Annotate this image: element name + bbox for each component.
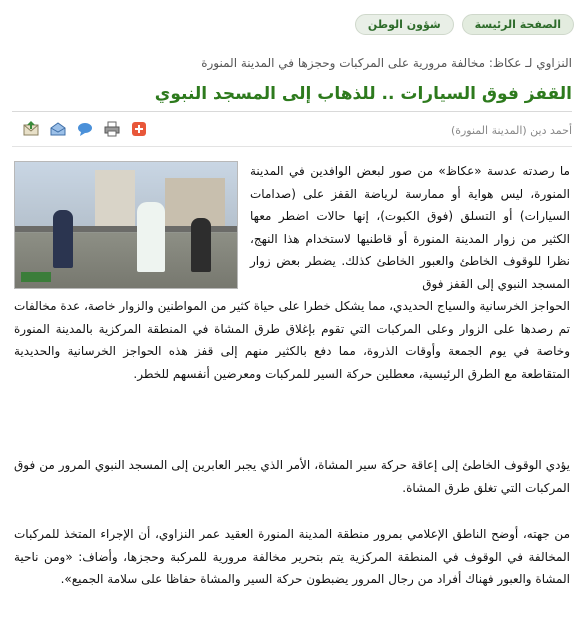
print-icon[interactable]	[103, 120, 121, 138]
article-title: القفز فوق السيارات .. للذهاب إلى المسجد النبوي	[154, 84, 572, 104]
breadcrumb-section-link[interactable]: شؤون الوطن	[355, 14, 454, 35]
article-photo	[14, 161, 238, 289]
okaz-logo	[21, 272, 51, 282]
article-toolbar	[22, 120, 148, 138]
breadcrumb-home-link[interactable]: الصفحة الرئيسة	[462, 14, 574, 35]
breadcrumb	[355, 14, 574, 35]
email-icon[interactable]	[49, 120, 67, 138]
comment-icon[interactable]	[76, 120, 94, 138]
divider	[12, 111, 572, 112]
article-subtitle: النزاوي لـ عكاظ: مخالفة مرورية على المركبات وحجزها في المدينة المنورة	[201, 56, 572, 70]
article-byline: أحمد دين (المدينة المنورة)	[450, 124, 572, 137]
article-paragraph: ما رصدته عدسة «عكاظ» من صور لبعض الوافدين في المدينة المنورة، ليس هواية أو ممارسة لرياضة القفز على (صدامات السيارات) أو التسلق (فوق الكبوت)، إنها حالات اضطر معها الكثير من زوار المدينة المنورة أو قاطنيها لاستخدام هذا النهج، نظرا للوقوف الخاطئ والعبور الخاطئ كذلك. يضطر بعض زوار المسجد النبوي إلى القفز فوق	[250, 164, 570, 291]
divider	[12, 146, 572, 147]
article-paragraph: الحواجز الخرسانية والسياج الحديدي، مما يشكل خطرا على حياة كثير من المواطنين والزوار خاصة، عدة مخالفات تم رصدها على الزوار وعلى المركبات التي تقوم بإغلاق طرق المشاة في المنطقة المركزية بالمدينة المنورة وخاصة في يوم الجمعة وأوقات الذروة، مما دفع بالكثير منهم إلى قفز هذه الحواجز الخرسانية والحديدية المتقاطعة مع الطرق الرئيسية، معطلين حركة السير للمركبات ومعرضين أنفسهم للخطر.	[14, 299, 570, 381]
add-icon[interactable]	[130, 120, 148, 138]
article-paragraph: يؤدي الوقوف الخاطئ إلى إعاقة حركة سير المشاة، الأمر الذي يجبر العابرين إلى المسجد النبوي المرور من فوق المركبات التي تغلق طرق المشاة.	[14, 458, 570, 495]
send-to-friend-icon[interactable]	[22, 120, 40, 138]
article-paragraph: من جهته، أوضح الناطق الإعلامي بمرور منطقة المدينة المنورة العقيد عمر النزاوي، أن الإجراء المتخذ للمركبات المخالفة في الوقوف في المنطقة المركزية يتم بتحرير مخالفة مرورية للمركبة وحجزها، وأضاف: «ومن ناحية المشاة والعبور فهناك أفراد من رجال المرور يضبطون حركة السير والمشاة حفاظا على سلامة الجميع».	[14, 527, 570, 586]
